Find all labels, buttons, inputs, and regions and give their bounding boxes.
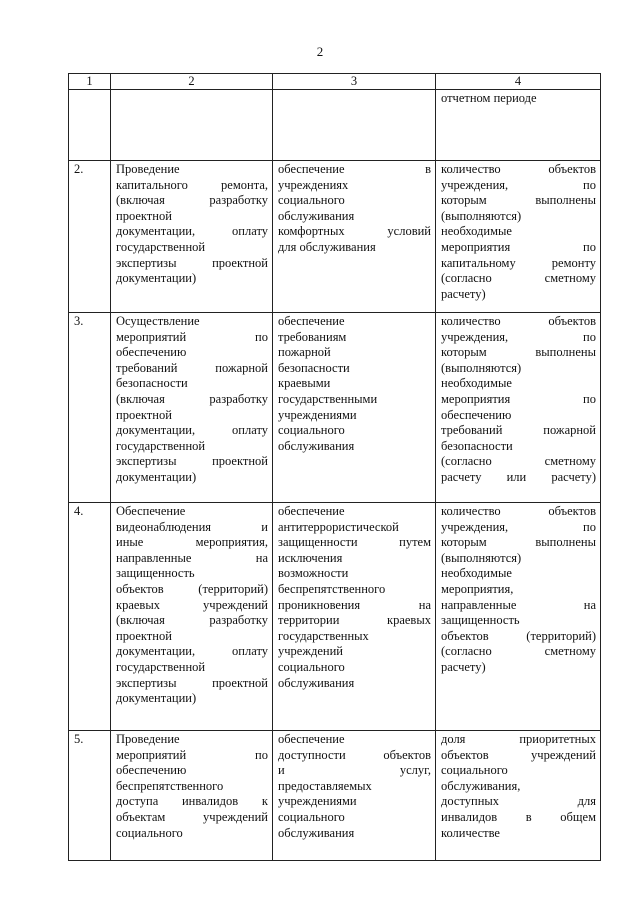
cell-line: документации) — [116, 691, 197, 706]
cell-line: объектов (территорий) — [441, 628, 596, 643]
cell-line: иные мероприятия, — [116, 535, 268, 550]
cell-line: документации, оплату — [116, 224, 268, 239]
cell-line: комфортных условий — [278, 224, 431, 239]
cell-line: количество объектов — [441, 162, 596, 176]
cell-line: безопасности — [116, 376, 188, 391]
cell-line: пожарной — [278, 345, 331, 360]
cell-line: (выполняются) — [441, 550, 522, 565]
cell-line: антитеррористической — [278, 519, 399, 534]
page-number: 2 — [316, 44, 324, 59]
measure-cell — [111, 161, 273, 313]
cell-line: защищенности путем — [278, 535, 431, 550]
header-col-2: 2 — [111, 74, 273, 90]
cell-line: территории краевых — [278, 613, 431, 628]
table-row — [69, 90, 601, 161]
cell-line: количество объектов — [441, 504, 596, 518]
indicator-cell — [436, 90, 601, 161]
indicator-cell — [436, 503, 601, 731]
cell-line: (включая разработку — [116, 613, 268, 628]
purpose-cell — [273, 161, 436, 313]
cell-line: для обслуживания — [278, 239, 376, 254]
cell-line: документации, оплату — [116, 423, 268, 438]
cell-line: объектов учреждений — [441, 747, 596, 762]
cell-line: социального — [278, 193, 345, 208]
cell-line: документации) — [116, 271, 197, 286]
table-row — [69, 161, 601, 313]
cell-line: количестве — [441, 825, 500, 840]
cell-line: защищенность — [441, 613, 520, 628]
cell-line: обеспечению — [441, 407, 512, 422]
cell-line: исключения — [278, 550, 343, 565]
cell-line: (согласно сметному — [441, 454, 596, 469]
cell-line: учреждениях — [278, 177, 349, 192]
cell-line: социального — [441, 763, 508, 778]
cell-line: направленные на — [441, 597, 596, 612]
cell-line: учреждениями — [278, 794, 357, 809]
cell-line: необходимые — [441, 376, 512, 391]
row-number: 3. — [69, 313, 111, 503]
cell-line: видеонаблюдения и — [116, 519, 268, 534]
measures-table — [68, 73, 601, 861]
cell-line: проектной — [116, 628, 172, 643]
purpose-cell — [273, 90, 436, 161]
cell-line: которым выполнены — [441, 535, 596, 550]
indicator-cell — [436, 731, 601, 861]
cell-line: беспрепятственного — [278, 581, 386, 596]
cell-line: обслуживания, — [441, 778, 521, 793]
cell-line: обеспечение — [278, 504, 345, 518]
cell-line: Осуществление — [116, 314, 200, 328]
cell-line: и услуг, — [278, 763, 431, 778]
cell-line: капитальному ремонту — [441, 255, 596, 270]
cell-line: мероприятия по — [441, 239, 596, 254]
cell-line: обслуживания — [278, 825, 355, 840]
cell-line: обслуживания — [278, 438, 355, 453]
cell-line: учреждения, по — [441, 329, 596, 344]
cell-line: обеспечению — [116, 763, 187, 778]
cell-line: обслуживания — [278, 208, 355, 223]
cell-line: доступных для — [441, 794, 596, 809]
cell-line: доступности объектов — [278, 747, 431, 762]
cell-line: мероприятия, — [441, 581, 514, 596]
cell-line: государственной — [116, 659, 206, 674]
cell-line: капитального ремонта, — [116, 177, 268, 192]
cell-line: безопасности — [441, 438, 513, 453]
cell-line: (включая разработку — [116, 193, 268, 208]
table-row — [69, 503, 601, 731]
header-col-1: 1 — [69, 74, 111, 90]
cell-line: обеспечение — [278, 732, 345, 746]
cell-line: мероприятий по — [116, 329, 268, 344]
indicator-cell — [436, 313, 601, 503]
cell-line: документации) — [116, 469, 197, 484]
cell-line: краевых учреждений — [116, 597, 268, 612]
cell-line: Проведение — [116, 162, 180, 176]
indicator-cell — [436, 161, 601, 313]
cell-line: необходимые — [441, 566, 512, 581]
cell-line: проектной — [116, 208, 172, 223]
cell-line: учреждения, по — [441, 177, 596, 192]
cell-line: безопасности — [278, 360, 350, 375]
cell-line: мероприятия по — [441, 391, 596, 406]
cell-line: Проведение — [116, 732, 180, 746]
cell-line: учреждения, по — [441, 519, 596, 534]
cell-line: мероприятий по — [116, 747, 268, 762]
cell-line: требований пожарной — [441, 423, 596, 438]
table-header — [69, 74, 601, 90]
cell-line: (включая разработку — [116, 391, 268, 406]
cell-line: требований пожарной — [116, 360, 268, 375]
cell-line: экспертизы проектной — [116, 255, 268, 270]
purpose-cell — [273, 731, 436, 861]
measure-cell — [111, 313, 273, 503]
cell-line: которым выполнены — [441, 193, 596, 208]
cell-line: (выполняются) — [441, 208, 522, 223]
cell-line: защищенность — [116, 566, 195, 581]
cell-line: обслуживания — [278, 675, 355, 690]
cell-line: государственными — [278, 391, 378, 406]
cell-line: доля приоритетных — [441, 732, 596, 746]
cell-line: социального — [116, 825, 183, 840]
cell-line: беспрепятственного — [116, 778, 224, 793]
row-number: 5. — [69, 731, 111, 861]
cell-line: которым выполнены — [441, 345, 596, 360]
cell-line: обеспечение в — [278, 162, 431, 176]
cell-line: учреждениями — [278, 407, 357, 422]
cell-line: государственных — [278, 628, 369, 643]
cell-line: проникновения на — [278, 597, 431, 612]
cell-line: экспертизы проектной — [116, 454, 268, 469]
cell-line: необходимые — [441, 224, 512, 239]
cell-line: количество объектов — [441, 314, 596, 328]
cell-line: социального — [278, 423, 345, 438]
cell-line: возможности — [278, 566, 349, 581]
cell-line: доступа инвалидов к — [116, 794, 268, 809]
measure-cell — [111, 731, 273, 861]
cell-line: учреждений — [278, 644, 343, 659]
cell-line: социального — [278, 659, 345, 674]
cell-line: расчету) — [441, 286, 486, 301]
purpose-cell — [273, 503, 436, 731]
cell-line: документации, оплату — [116, 644, 268, 659]
row-number: 4. — [69, 503, 111, 731]
table-row — [69, 731, 601, 861]
cell-line: расчету) — [441, 659, 486, 674]
cell-line: требованиям — [278, 329, 347, 344]
cell-line: Обеспечение — [116, 504, 186, 518]
cell-line: объектов (территорий) — [116, 581, 268, 596]
table-row — [69, 313, 601, 503]
cell-line: краевыми — [278, 376, 331, 391]
cell-line: (выполняются) — [441, 360, 522, 375]
cell-line: инвалидов в общем — [441, 809, 596, 824]
row-number: 2. — [69, 161, 111, 313]
cell-line: (согласно сметному — [441, 271, 596, 286]
header-col-3: 3 — [273, 74, 436, 90]
cell-line: обеспечение — [278, 314, 345, 328]
purpose-cell — [273, 313, 436, 503]
measure-cell — [111, 503, 273, 731]
cell-line: социального — [278, 809, 345, 824]
cell-line: предоставляемых — [278, 778, 372, 793]
cell-line: обеспечению — [116, 345, 187, 360]
row-number — [69, 90, 111, 161]
cell-line: проектной — [116, 407, 172, 422]
cell-line: расчету или расчету) — [441, 469, 596, 484]
cell-line: направленные на — [116, 550, 268, 565]
measure-cell — [111, 90, 273, 161]
cell-line: (согласно сметному — [441, 644, 596, 659]
cell-line: государственной — [116, 438, 206, 453]
header-col-4: 4 — [436, 74, 601, 90]
cell-line: экспертизы проектной — [116, 675, 268, 690]
cell-line: государственной — [116, 239, 206, 254]
cell-line: объектам учреждений — [116, 809, 268, 824]
cell-line: отчетном периоде — [441, 91, 537, 105]
